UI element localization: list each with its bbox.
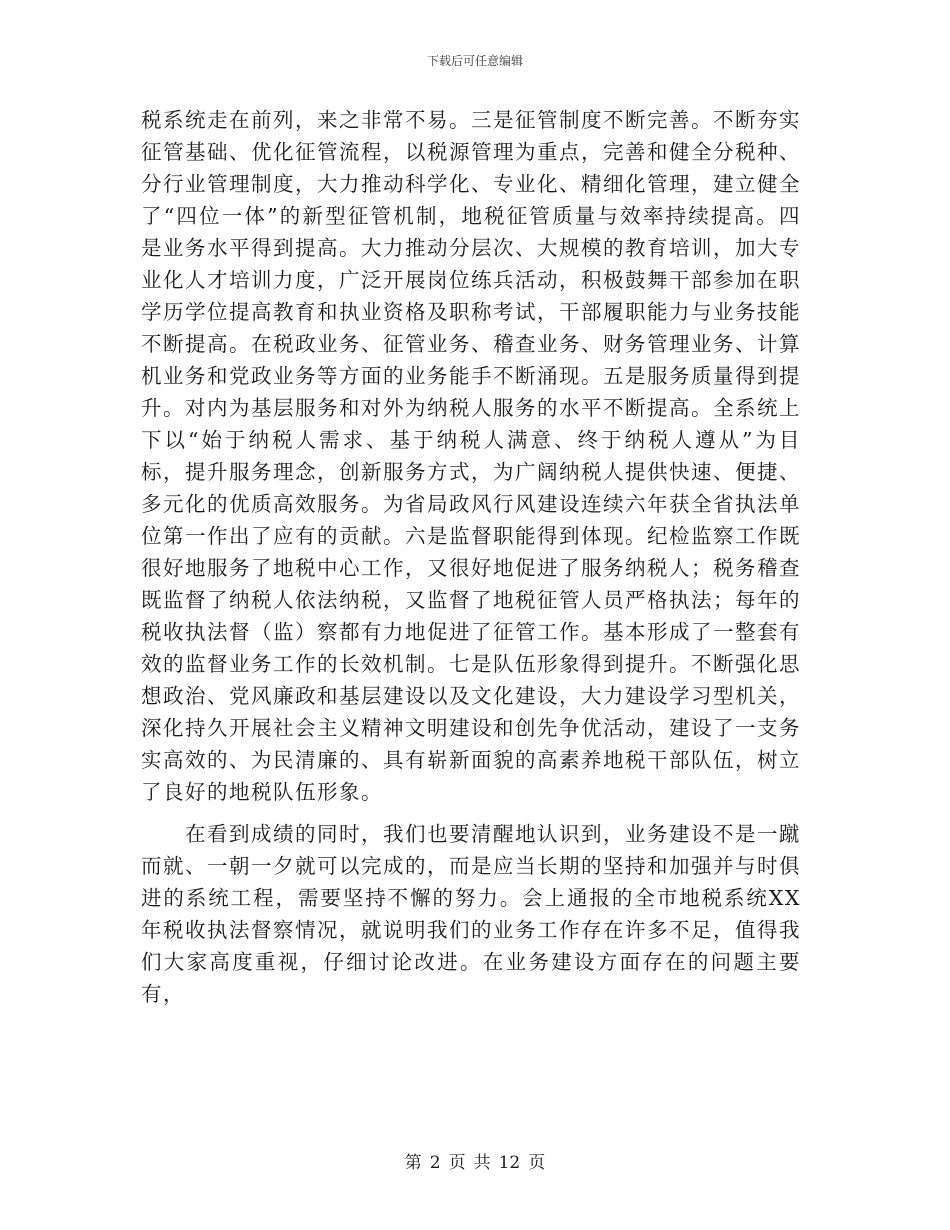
footer-current-page: 2 [429, 1153, 441, 1173]
paragraph-problems-intro: 在看到成绩的同时，我们也要清醒地认识到，业务建设不是一蹴而就、一朝一夕就可以完成的，而是应当长期的坚持和加强并与时俱进的系统工程，需要坚持不懈的努力。会上通报的全市地税系统XX年税收执法督察情况，就说明我们的业务工作存在许多不足，值得我们大家高度重视，仔细讨论改进。在业务建设方面存在的问题主要有， [141, 822, 801, 1006]
footer-total-pages: 12 [498, 1153, 521, 1173]
paragraph-continued: 税系统走在前列，来之非常不易。三是征管制度不断完善。不断夯实征管基础、优化征管流程，以税源管理为重点，完善和健全分税种、分行业管理制度，大力推动科学化、专业化、精细化管理，建立健全了“四位一体”的新型征管机制，地税征管质量与效率持续提高。四是业务水平得到提高。大力推动分层次、大规模的教育培训，加大专业化人才培训力度，广泛开展岗位练兵活动，积极鼓舞干部参加在职学历学位提高教育和执业资格及职称考试，干部履职能力与业务技能不断提高。在税政业务、征管业务、稽查业务、财务管理业务、计算机业务和党政业务等方面的业务能手不断涌现。五是服务质量得到提升。对内为基层服务和对外为纳税人服务的水平不断提高。全系统上下以“始于纳税人需求、基于纳税人满意、终于纳税人遵从”为目标，提升服务理念，创新服务方式，为广阔纳税人提供快速、便捷、多元化的优质高效服务。为省局政风行风建设连续六年获全省执法单位第一作出了应有的贡献。六是监督职能得到体现。纪检监察工作既很好地服务了地税中心工作，又很好地促进了服务纳税人；税务稽查既监督了纳税人依法纳税，又监督了地税征管人员严格执法；每年的税收执法督（监）察都有力地促进了征管工作。基本形成了一整套有效的监督业务工作的长效机制。七是队伍形象得到提升。不断强化思想政治、党风廉政和基层建设以及文化建设，大力建设学习型机关，深化持久开展社会主义精神文明建设和创先争优活动，建设了一支务实高效的、为民清廉的、具有崭新面貌的高素养地税干部队伍，树立了良好的地税队伍形象。 [141, 108, 801, 804]
page-footer [0, 1152, 950, 1174]
footer-page-word: 页 [448, 1153, 466, 1173]
document-body [141, 104, 801, 1010]
page-header-note: 下载后可任意编辑 [426, 54, 523, 68]
footer-total-word: 共 [473, 1153, 491, 1173]
footer-prefix: 第 [404, 1153, 422, 1173]
footer-suffix: 页 [528, 1153, 546, 1173]
